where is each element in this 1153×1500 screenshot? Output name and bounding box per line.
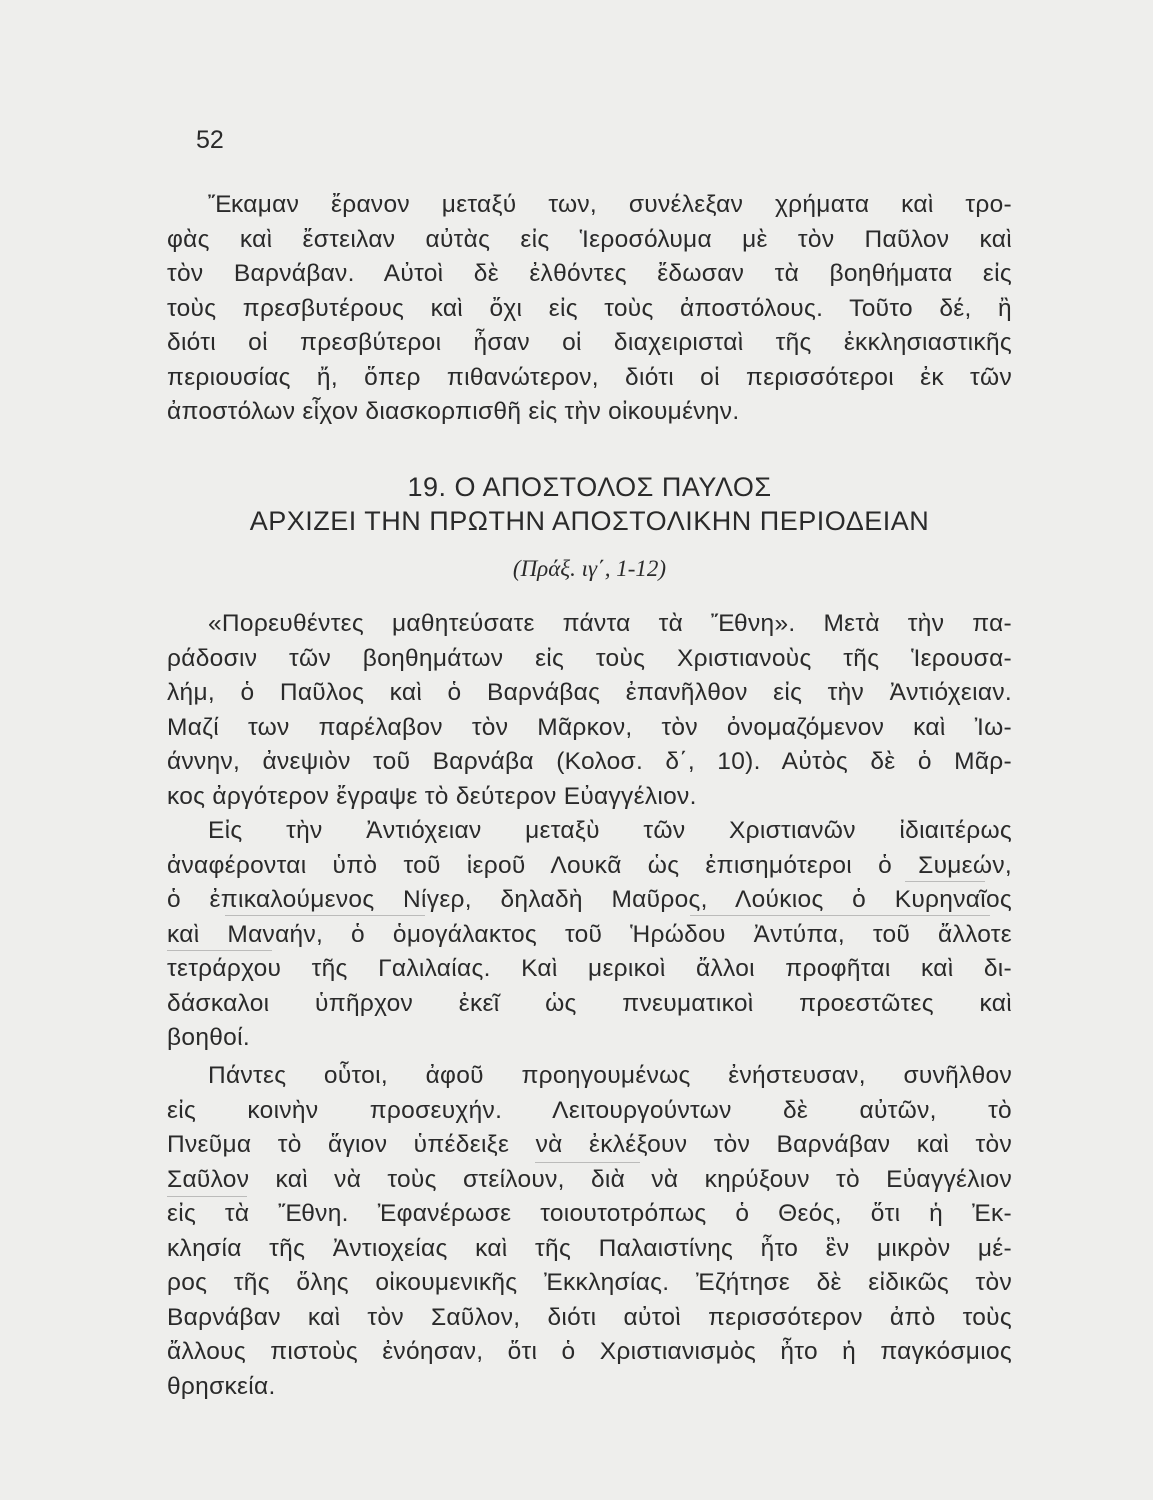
- text-line: ρος τῆς ὅλης οἰκουμενικῆς Ἐκκλησίας. Ἐζήτησε δὲ εἰδικῶς τὸν: [167, 1269, 1012, 1296]
- pencil-underline: [167, 950, 272, 951]
- text-line: ἄλλους πιστοὺς ἐνόησαν, ὅτι ὁ Χριστιανισμὸς ἦτο ἡ παγκόσμιος: [167, 1338, 1012, 1365]
- heading-line-1: 19. Ο ΑΠΟΣΤΟΛΟΣ ΠΑΥΛΟΣ: [407, 472, 772, 502]
- section-heading: [167, 470, 1012, 538]
- text-line: Βαρνάβαν καὶ τὸν Σαῦλον, διότι αὐτοὶ περισσότερον ἀπὸ τοὺς: [167, 1303, 1012, 1331]
- text-line: ἀναφέρονται ὑπὸ τοῦ ἱεροῦ Λουκᾶ ὡς ἐπισημότεροι ὁ Συμεών,: [167, 851, 1012, 879]
- text-line: τοὺς πρεσβυτέρους καὶ ὄχι εἰς τοὺς ἀποστόλους. Τοῦτο δέ, ἢ: [167, 294, 1012, 322]
- paragraph-2: [167, 607, 1012, 814]
- text-line: φὰς καὶ ἔστειλαν αὐτὰς εἰς Ἱεροσόλυμα μὲ τὸν Παῦλον καὶ: [167, 225, 1012, 253]
- text-line: διότι οἱ πρεσβύτεροι ἦσαν οἱ διαχειρισταὶ τῆς ἐκκλησιαστικῆς: [167, 329, 1012, 356]
- paragraph-3: [167, 814, 1012, 1056]
- text-line: εἰς τὰ Ἔθνη. Ἐφανέρωσε τοιουτοτρόπως ὁ Θεός, ὅτι ἡ Ἐκ-: [167, 1200, 1012, 1227]
- pencil-underline: [690, 915, 990, 916]
- text-line: Σαῦλον καὶ νὰ τοὺς στείλουν, διὰ νὰ κηρύξουν τὸ Εὐαγγέλιον: [167, 1165, 1012, 1193]
- pencil-underline: [535, 1162, 640, 1163]
- text-line: κος ἀργότερον ἔγραψε τὸ δεύτερον Εὐαγγέλιον.: [167, 782, 697, 810]
- text-line: ἀποστόλων εἶχον διασκορπισθῆ εἰς τὴν οἰκουμένην.: [167, 398, 740, 425]
- pencil-underline: [225, 915, 425, 916]
- scripture-reference: (Πράξ. ιγ΄, 1-12): [512, 556, 667, 581]
- pencil-underline: [167, 1196, 247, 1197]
- text-line: «Πορευθέντες μαθητεύσατε πάντα τὰ Ἔθνη». Μετὰ τὴν πα-: [208, 610, 1012, 637]
- text-line: άννην, ἀνεψιὸν τοῦ Βαρνάβα (Κολοσ. δ΄, 10). Αὐτὸς δὲ ὁ Μᾶρ-: [167, 748, 1012, 775]
- text-line: βοηθοί.: [167, 1024, 250, 1051]
- text-line: λήμ, ὁ Παῦλος καὶ ὁ Βαρνάβας ἐπανῆλθον εἰς τὴν Ἀντιόχειαν.: [167, 679, 1012, 706]
- text-line: τὸν Βαρνάβαν. Αὐτοὶ δὲ ἐλθόντες ἔδωσαν τὰ βοηθήματα εἰς: [167, 260, 1012, 287]
- text-line: ὁ ἐπικαλούμενος Νίγερ, δηλαδὴ Μαῦρος, Λούκιος ὁ Κυρηναῖος: [167, 886, 1012, 913]
- text-line: Πνεῦμα τὸ ἅγιον ὑπέδειξε νὰ ἐκλέξουν τὸν Βαρνάβαν καὶ τὸν: [167, 1131, 1012, 1158]
- text-line: περιουσίας ἤ, ὅπερ πιθανώτερον, διότι οἱ περισσότεροι ἐκ τῶν: [167, 363, 1012, 391]
- text-line: εἰς κοινὴν προσευχήν. Λειτουργούντων δὲ αὐτῶν, τὸ: [167, 1096, 1012, 1124]
- text-line: κλησία τῆς Ἀντιοχείας καὶ τῆς Παλαιστίνης ἦτο ἓν μικρὸν μέ-: [167, 1234, 1012, 1262]
- pencil-underline: [905, 881, 985, 882]
- text-line: Πάντες οὗτοι, ἀφοῦ προηγουμένως ἐνήστευσαν, συνῆλθον: [208, 1062, 1012, 1089]
- paragraph-1: [167, 188, 1012, 430]
- text-line: Εἰς τὴν Ἀντιόχειαν μεταξὺ τῶν Χριστιανῶν ἰδιαιτέρως: [208, 817, 1012, 844]
- text-line: θρησκεία.: [167, 1372, 276, 1400]
- text-line: Μαζί των παρέλαβον τὸν Μᾶρκον, τὸν ὀνομαζόμενον καὶ Ἰω-: [167, 713, 1012, 741]
- text-line: δάσκαλοι ὑπῆρχον ἐκεῖ ὡς πνευματικοὶ προεστῶτες καὶ: [167, 989, 1012, 1017]
- paragraph-4: [167, 1059, 1012, 1404]
- page-number: 52: [196, 126, 224, 154]
- text-line: καὶ Μαναήν, ὁ ὁμογάλακτος τοῦ Ἡρώδου Ἀντύπα, τοῦ ἄλλοτε: [167, 920, 1012, 948]
- text-line: ράδοσιν τῶν βοηθημάτων εἰς τοὺς Χριστιανοὺς τῆς Ἱερουσα-: [167, 644, 1012, 672]
- heading-line-2: ΑΡΧΙΖΕΙ ΤΗΝ ΠΡΩΤΗΝ ΑΠΟΣΤΟΛΙΚΗΝ ΠΕΡΙΟΔΕΙΑΝ: [249, 506, 930, 536]
- text-line: Ἔκαμαν ἔρανον μεταξύ των, συνέλεξαν χρήματα καὶ τρο-: [208, 191, 1012, 218]
- text-line: τετράρχου τῆς Γαλιλαίας. Καὶ μερικοὶ ἄλλοι προφῆται καὶ δι-: [167, 955, 1012, 982]
